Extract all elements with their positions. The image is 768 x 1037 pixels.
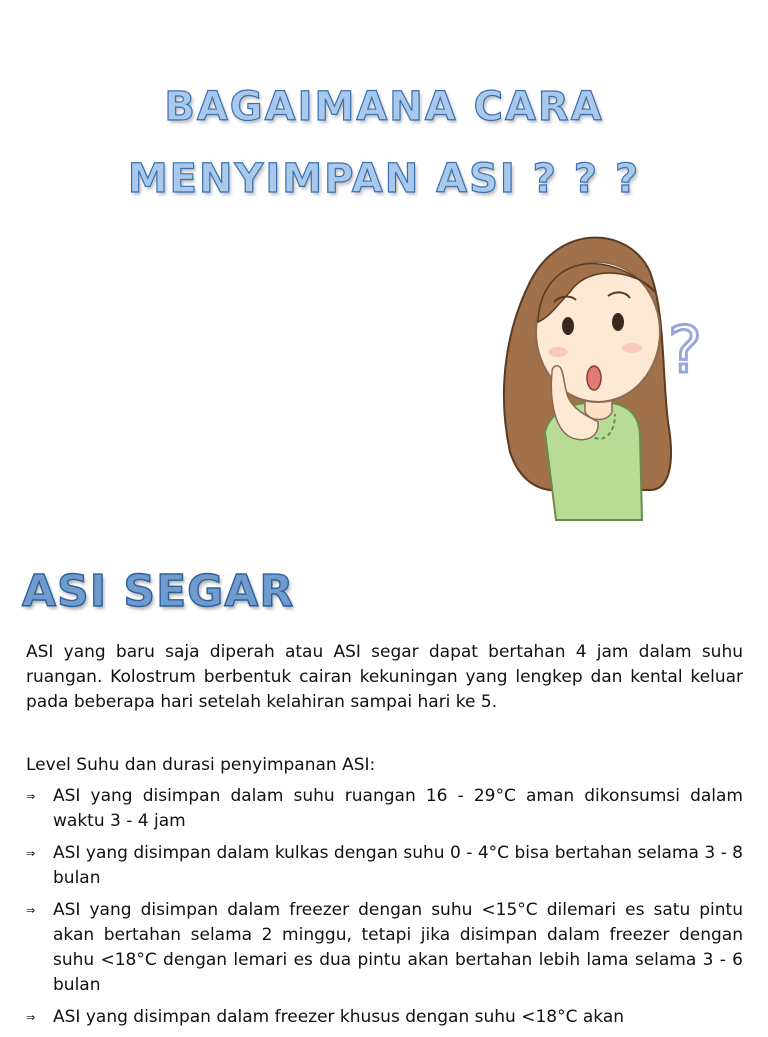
list-item-text: ASI yang disimpan dalam freezer khusus dengan suhu <18°C akan: [53, 1007, 625, 1027]
woman-thinking-question-illustration: [490, 222, 720, 522]
storage-level-list: [26, 784, 743, 1037]
page-title-line-1: BAGAIMANA CARA: [164, 84, 604, 130]
list-item: [26, 841, 743, 891]
list-item: [26, 784, 743, 834]
section-heading: ASI SEGAR: [22, 566, 295, 617]
list-item-text: ASI yang disimpan dalam suhu ruangan 16 - 29°C aman dikonsumsi dalam waktu 3 - 4 jam: [53, 786, 743, 831]
list-item: [26, 1005, 743, 1030]
level-label: Level Suhu dan durasi penyimpanan ASI:: [26, 755, 376, 775]
arrow-bullet-icon: ⇒: [26, 790, 36, 803]
arrow-bullet-icon: ⇒: [26, 847, 36, 860]
list-item: [26, 898, 743, 998]
page-title-line-2: MENYIMPAN ASI ? ? ?: [127, 156, 641, 202]
question-mark-icon: ?: [668, 314, 702, 388]
list-item-text: ASI yang disimpan dalam kulkas dengan suhu 0 - 4°C bisa bertahan selama 3 - 8 bulan: [53, 843, 743, 888]
intro-paragraph: ASI yang baru saja diperah atau ASI segar dapat bertahan 4 jam dalam suhu ruangan. Kolostrum berbentuk cairan kekuningan yang lengkep dan kental keluar pada beberapa hari setelah kelahiran sampai hari ke 5.: [26, 642, 743, 712]
arrow-bullet-icon: ⇒: [26, 1011, 36, 1024]
list-item-text: ASI yang disimpan dalam freezer dengan suhu <15°C dilemari es satu pintu akan bertahan selama 2 minggu, tetapi jika disimpan dalam freezer dengan suhu <18°C dengan lemari es dua pintu akan bertahan lebih lama selama 3 - 6 bulan: [53, 900, 743, 995]
arrow-bullet-icon: ⇒: [26, 904, 36, 917]
